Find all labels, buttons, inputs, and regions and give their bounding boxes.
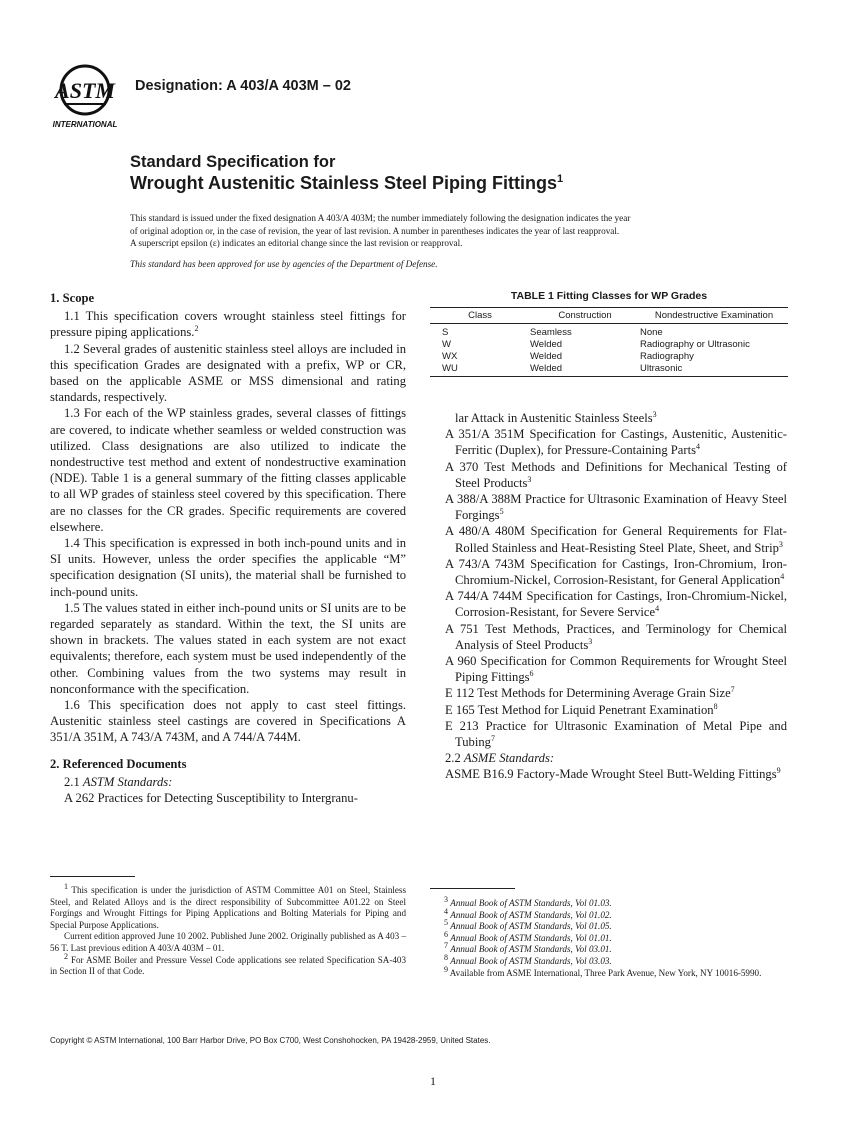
title-text: Wrought Austenitic Stainless Steel Piping Fittings [130, 173, 558, 193]
footnote: $^9$ Available from ASME International, Three Park Avenue, New York, NY 10016-5990. [444, 964, 762, 978]
table-header: Construction [530, 308, 640, 324]
table-1 [430, 290, 788, 377]
logo-sub: INTERNATIONAL [52, 120, 118, 129]
table-cell: Welded [530, 363, 640, 377]
table-row [430, 351, 788, 363]
table-title: TABLE 1 Fitting Classes for WP Grades [510, 290, 708, 302]
reference-item: A 351/A 351M Specification for Castings, Austenitic, Austenitic-Ferritic (Duplex), for Pressure-Containing Parts$^4$ [445, 427, 787, 458]
table-header: Class [430, 308, 530, 324]
paragraph: 1.5 The values stated in either inch-pound units or SI units are to be regarded separately as standard. Within the text, the SI units are shown in brackets. The values stated in each system are not exact equivalents; therefore, each system must be used independently of the other. Combining values from the two systems may result in nonconformance with the specification. [50, 600, 406, 696]
title-line-1: Standard Specification for [130, 153, 336, 171]
issue-note-line: This standard is issued under the fixed designation A 403/A 403M; the number immediately following the designation indicates the year [130, 213, 631, 223]
table-cell: None [640, 327, 663, 338]
reference-item: ASME B16.9 Factory-Made Wrought Steel Butt-Welding Fittings$^9$ [445, 766, 781, 782]
footnote: $^1$ This specification is under the jurisdiction of ASTM Committee A01 on Steel, Stainless Steel, and Related Alloys and is the direct responsibility of Subcommittee A01.22 on Steel Forgings and Wrought Fittings for Piping Applications and Bolting Materials for Piping and Special Purpose Applications. [50, 881, 407, 930]
reference-item: E 112 Test Methods for Determining Average Grain Size$^7$ [445, 685, 735, 701]
table-cell: WX [442, 351, 458, 362]
svg-text:ASTM: ASTM [55, 78, 115, 103]
reference-item: A 388/A 388M Practice for Ultrasonic Examination of Heavy Steel Forgings$^5$ [445, 492, 787, 523]
footnote: $^8$ Annual Book of ASTM Standards, Vol 03.03. [444, 952, 612, 966]
section-heading: 2. Referenced Documents [50, 756, 187, 771]
table-header: Nondestructive Examination [640, 308, 788, 324]
reference-item: A 262 Practices for Detecting Susceptibility to Intergranu- [64, 791, 358, 806]
subsection-heading: 2.1 ASTM Standards: [64, 774, 173, 789]
astm-logo [50, 60, 126, 130]
reference-item: A 744/A 744M Specification for Castings, Iron-Chromium-Nickel, Corrosion-Resistant, for Severe Service$^4$ [445, 589, 787, 620]
footnote: $^7$ Annual Book of ASTM Standards, Vol 03.01. [444, 941, 612, 955]
astm-logo-icon [50, 60, 126, 130]
table-cell: Radiography [640, 351, 694, 362]
title-footnote-ref: 1 [557, 173, 564, 185]
reference-item: A 751 Test Methods, Practices, and Terminology for Chemical Analysis of Steel Products$^3$ [445, 621, 787, 652]
table-cell: S [442, 327, 449, 338]
footnote: $^2$ For ASME Boiler and Pressure Vessel Code applications see related Specification SA-403 in Section II of that Code. [50, 951, 407, 977]
table-cell: Radiography or Ultrasonic [640, 339, 750, 350]
reference-item: E 165 Test Method for Liquid Penetrant Examination$^8$ [445, 701, 718, 717]
table-cell: Welded [530, 339, 563, 350]
paragraph: 1.1 This specification covers wrought stainless steel fittings for pressure piping applications.$^2$ [50, 309, 406, 340]
reference-item: A 743/A 743M Specification for Castings, Iron-Chromium, Iron-Chromium-Nickel, Corrosion-Resistant, for General Application$^4$ [445, 556, 787, 588]
footnote: $^6$ Annual Book of ASTM Standards, Vol 01.01. [444, 929, 612, 943]
footnotes-right [430, 894, 788, 979]
subsection-heading: 2.2 ASME Standards: [445, 751, 555, 766]
paragraph: 1.6 This specification does not apply to cast steel fittings. Austenitic stainless steel castings are covered in Specifications A 351/A 351M, A 743/A 743M, and A 744/A 744M. [50, 698, 406, 745]
reference-item: E 213 Practice for Ultrasonic Examination of Metal Pipe and Tubing$^7$ [445, 718, 787, 750]
fitting-classes-table [430, 307, 788, 377]
footnote-rule [430, 888, 515, 889]
designation: Designation: A 403/A 403M – 02 [135, 78, 351, 94]
issue-note-line: A superscript epsilon (ε) indicates an editorial change since the last revision or reapproval. [130, 238, 463, 248]
page-number: 1 [430, 1074, 436, 1088]
right-column [445, 410, 787, 783]
issue-note [130, 212, 730, 250]
table-row [430, 339, 788, 351]
table-row [430, 324, 788, 340]
paragraph: 1.3 For each of the WP stainless grades, several classes of fittings are covered, to indicate whether seamless or welded construction was utilized. Class designations are also utilized to indicate the nondestructive test method and extent of nondestructive examination (NDE). Table 1 is a general summary of the fitting classes applicable to all WP grades of stainless steel covered by this specification. There are no classes for the CR grades. Specific requirements are covered elsewhere. [50, 406, 406, 534]
table-cell: Welded [530, 351, 563, 362]
footnote: $^4$ Annual Book of ASTM Standards, Vol 01.02. [444, 906, 612, 920]
table-cell: W [442, 339, 451, 350]
table-cell: WU [430, 363, 530, 377]
footnotes-left [50, 881, 407, 978]
paragraph: 1.4 This specification is expressed in both inch-pound units and in SI units. However, unless the order specifies the applicable “M” specification designation (SI units), the material shall be furnished to inch-pound units. [50, 536, 406, 599]
table-header-row [430, 308, 788, 324]
reference-item: A 480/A 480M Specification for General Requirements for Flat-Rolled Stainless and Heat-Resisting Steel Plate, Sheet, and Strip$^3$ [445, 524, 787, 555]
footnote: Current edition approved June 10 2002. Published June 2002. Originally published as A 403 – 56 T. Last previous edition A 403/A 403M – 01. [50, 931, 406, 953]
section-heading: 1. Scope [50, 291, 95, 305]
copyright: Copyright © ASTM International, 100 Barr Harbor Drive, PO Box C700, West Conshohocken, PA 19428-2959, United States. [50, 1036, 491, 1045]
dod-approval-note: This standard has been approved for use by agencies of the Department of Defense. [130, 259, 438, 269]
table-cell: Seamless [530, 327, 572, 338]
table-cell: Ultrasonic [640, 363, 788, 377]
footnote: $^3$ Annual Book of ASTM Standards, Vol 01.03. [444, 894, 612, 908]
title-block [130, 152, 790, 194]
title-line-2 [130, 172, 790, 194]
reference-item: A 370 Test Methods and Definitions for Mechanical Testing of Steel Products$^3$ [445, 459, 787, 490]
footnote: $^5$ Annual Book of ASTM Standards, Vol 01.05. [444, 918, 612, 932]
reference-item: A 960 Specification for Common Requirements for Wrought Steel Piping Fittings$^6$ [445, 654, 787, 685]
issue-note-line: of original adoption or, in the case of revision, the year of last revision. A number in parentheses indicates the year of last reapproval. [130, 225, 620, 236]
footnote-rule [50, 876, 135, 877]
paragraph: 1.2 Several grades of austenitic stainless steel alloys are included in this specification Grades are designated with a prefix, WP or CR, based on the applicable ASME or MSS dimensional and rating standards, respectively. [50, 341, 406, 405]
reference-continuation: lar Attack in Austenitic Stainless Steels$^3$ [455, 409, 657, 425]
left-column [50, 290, 406, 806]
table-row [430, 363, 788, 377]
